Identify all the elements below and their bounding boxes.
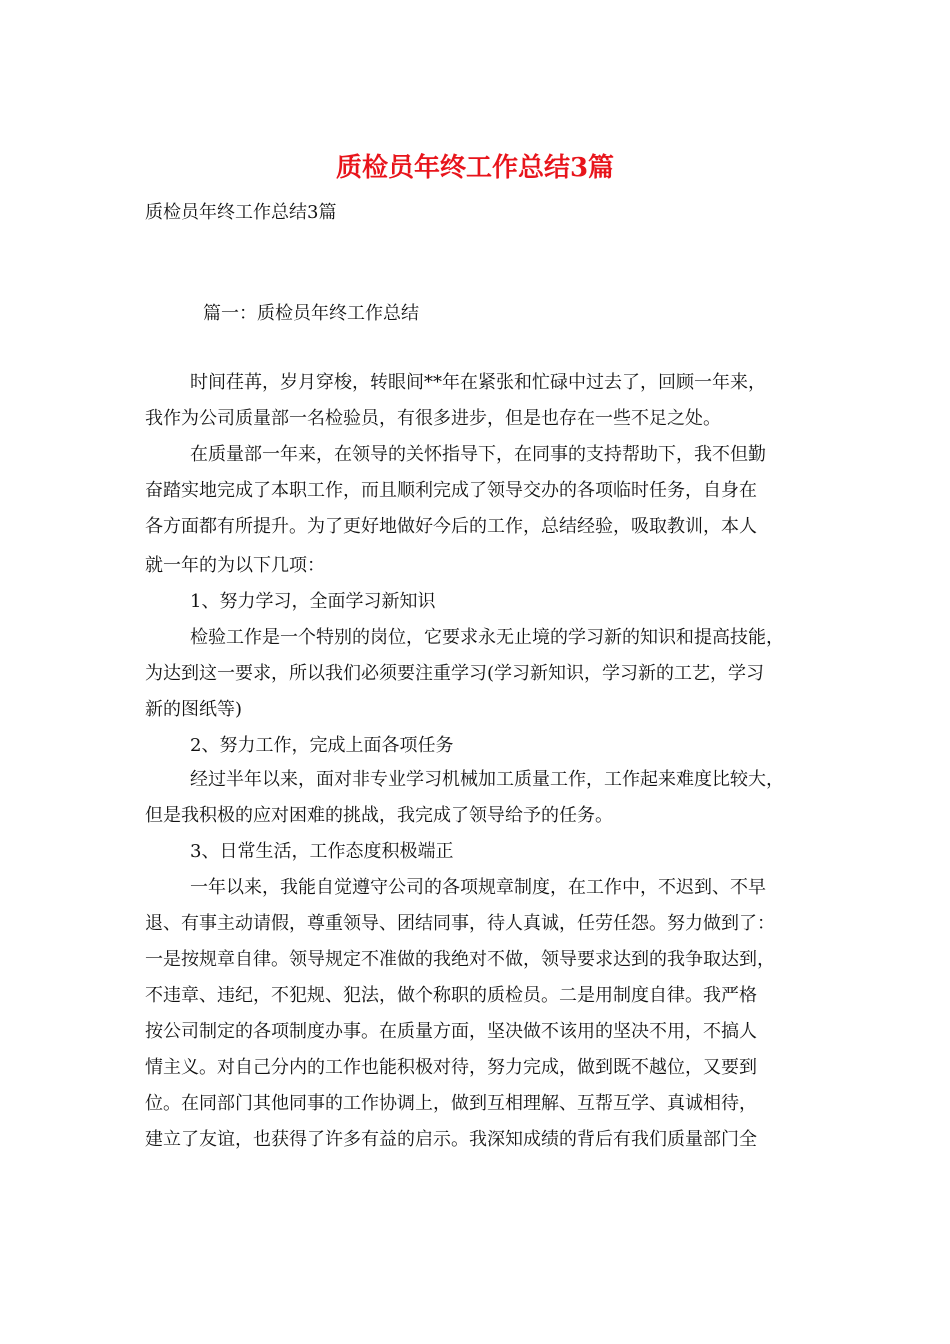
paragraph-line: 各方面都有所提升。为了更好地做好今后的工作，总结经验，吸取教训，本人	[145, 516, 757, 537]
paragraph-line: 退、有事主动请假，尊重领导、团结同事，待人真诚，任劳任怨。努力做到了：	[145, 913, 775, 934]
paragraph-line: 情主义。对自己分内的工作也能积极对待，努力完成，做到既不越位，又要到	[145, 1057, 757, 1078]
paragraph-line: 新的图纸等)	[145, 699, 243, 720]
paragraph-line: 奋踏实地完成了本职工作，而且顺利完成了领导交办的各项临时任务，自身在	[145, 480, 757, 501]
list-heading: 2、努力工作，完成上面各项任务	[190, 735, 454, 756]
paragraph-line: 为达到这一要求，所以我们必须要注重学习(学习新知识，学习新的工艺，学习	[145, 663, 765, 684]
paragraph-line: 在质量部一年来，在领导的关怀指导下，在同事的支持帮助下，我不但勤	[190, 444, 766, 465]
paragraph-line: 我作为公司质量部一名检验员，有很多进步，但是也存在一些不足之处。	[145, 408, 721, 429]
paragraph-line: 就一年的为以下几项：	[145, 555, 325, 576]
paragraph-line: 但是我积极的应对困难的挑战，我完成了领导给予的任务。	[145, 805, 613, 826]
list-heading: 1、努力学习，全面学习新知识	[190, 591, 436, 612]
paragraph-line: 一是按规章自律。领导规定不准做的我绝对不做，领导要求达到的我争取达到，	[145, 949, 775, 970]
paragraph-line: 经过半年以来，面对非专业学习机械加工质量工作，工作起来难度比较大，	[190, 769, 784, 790]
paragraph-line: 时间荏苒，岁月穿梭，转眼间**年在紧张和忙碌中过去了，回顾一年来，	[190, 372, 766, 393]
document-title: 质检员年终工作总结3篇	[335, 153, 615, 183]
paragraph-line: 位。在同部门其他同事的工作协调上，做到互相理解、互帮互学、真诚相待，	[145, 1093, 757, 1114]
section-heading: 篇一：质检员年终工作总结	[203, 303, 419, 324]
paragraph-line: 检验工作是一个特别的岗位，它要求永无止境的学习新的知识和提高技能，	[190, 627, 784, 648]
paragraph-line: 一年以来，我能自觉遵守公司的各项规章制度，在工作中，不迟到、不早	[190, 877, 766, 898]
list-heading: 3、日常生活，工作态度积极端正	[190, 841, 454, 862]
paragraph-line: 建立了友谊，也获得了许多有益的启示。我深知成绩的背后有我们质量部门全	[145, 1129, 757, 1150]
paragraph-line: 按公司制定的各项制度办事。在质量方面，坚决做不该用的坚决不用，不搞人	[145, 1021, 757, 1042]
paragraph-line: 不违章、违纪，不犯规、犯法，做个称职的质检员。二是用制度自律。我严格	[145, 985, 757, 1006]
document-subtitle: 质检员年终工作总结3篇	[145, 202, 337, 223]
